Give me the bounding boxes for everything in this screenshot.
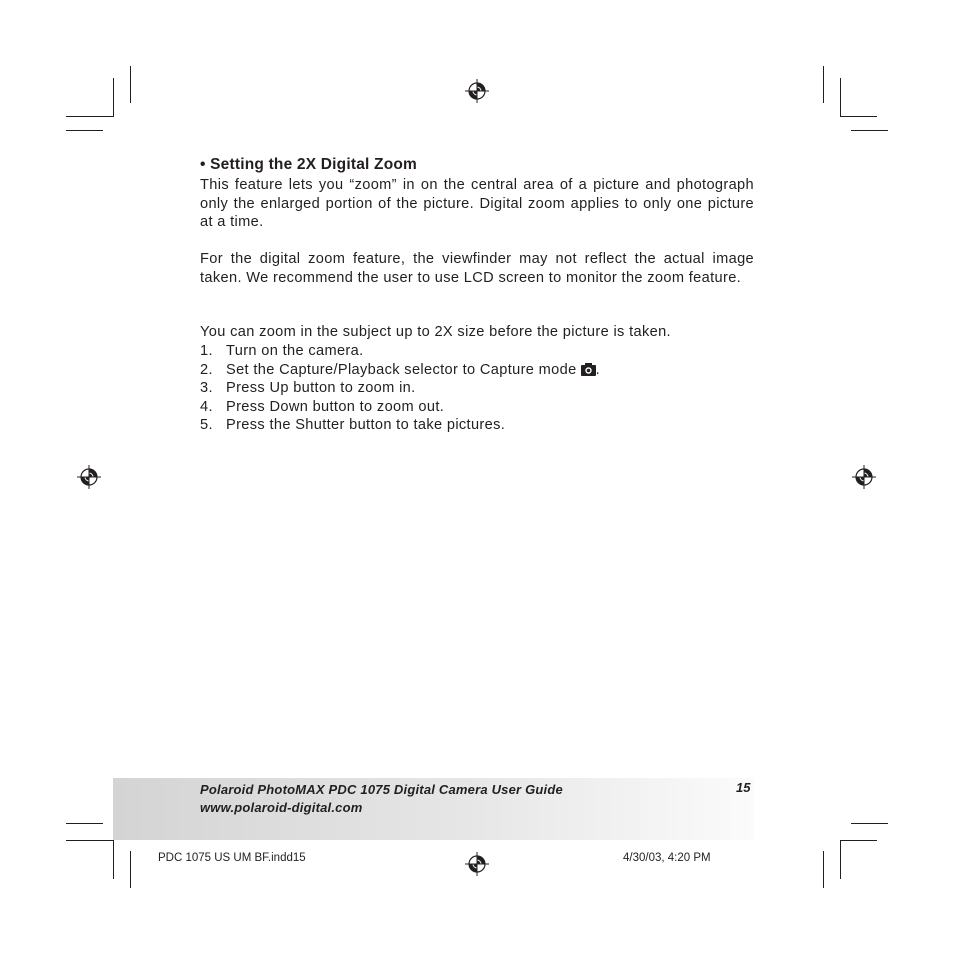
crop-mark [840,116,877,117]
step-number: 1. [200,343,213,359]
page-number: 15 [736,780,751,795]
step-text: Turn on the camera. [226,343,364,359]
crop-mark [840,840,841,879]
section-heading: • Setting the 2X Digital Zoom [200,156,418,173]
viewfinder-note-paragraph: For the digital zoom feature, the viewfinder may not reflect the actual image taken. We recommend the user to use LCD screen to monitor the zoom feature. [200,251,754,286]
step-text-trailing: . [595,361,600,378]
zoom-limit-paragraph: You can zoom in the subject up to 2X size before the picture is taken. [200,324,671,340]
step-number: 3. [200,380,213,396]
list-item [200,342,600,361]
crop-mark [851,130,888,131]
registration-mark-icon [852,465,876,489]
step-number: 2. [200,361,213,378]
crop-mark [840,78,841,117]
step-text: Press Up button to zoom in. [226,380,416,396]
camera-icon [581,363,596,376]
crop-mark [851,823,888,824]
slug-filename: PDC 1075 US UM BF.indd15 [158,852,306,864]
steps-list [200,342,600,435]
crop-mark [66,130,103,131]
footer-url: www.polaroid-digital.com [200,800,363,815]
crop-mark [113,78,114,117]
registration-mark-icon [77,465,101,489]
crop-mark [113,840,114,879]
intro-paragraph: This feature lets you “zoom” in on the central area of a picture and photograph only the enlarged portion of the picture. Digital zoom applies to only one picture at a time. [200,177,754,230]
step-text: Set the Capture/Playback selector to Capture mode [226,361,577,378]
list-item [200,361,600,380]
crop-mark [823,851,824,888]
crop-mark [823,66,824,103]
crop-mark [840,840,877,841]
crop-mark [130,66,131,103]
step-number: 4. [200,398,213,415]
list-item [200,379,600,398]
crop-mark [66,823,103,824]
crop-mark [66,116,113,117]
crop-mark [130,851,131,888]
registration-mark-icon [465,79,489,103]
slug-datetime: 4/30/03, 4:20 PM [623,852,711,864]
step-text: Press Down button to zoom out. [226,398,445,415]
list-item [200,398,600,417]
crop-mark [66,840,113,841]
step-text: Press the Shutter button to take pictures. [226,417,506,433]
list-item [200,416,600,435]
registration-mark-icon [465,852,489,876]
footer-title: Polaroid PhotoMAX PDC 1075 Digital Camera User Guide [200,782,563,797]
step-number: 5. [200,417,213,433]
